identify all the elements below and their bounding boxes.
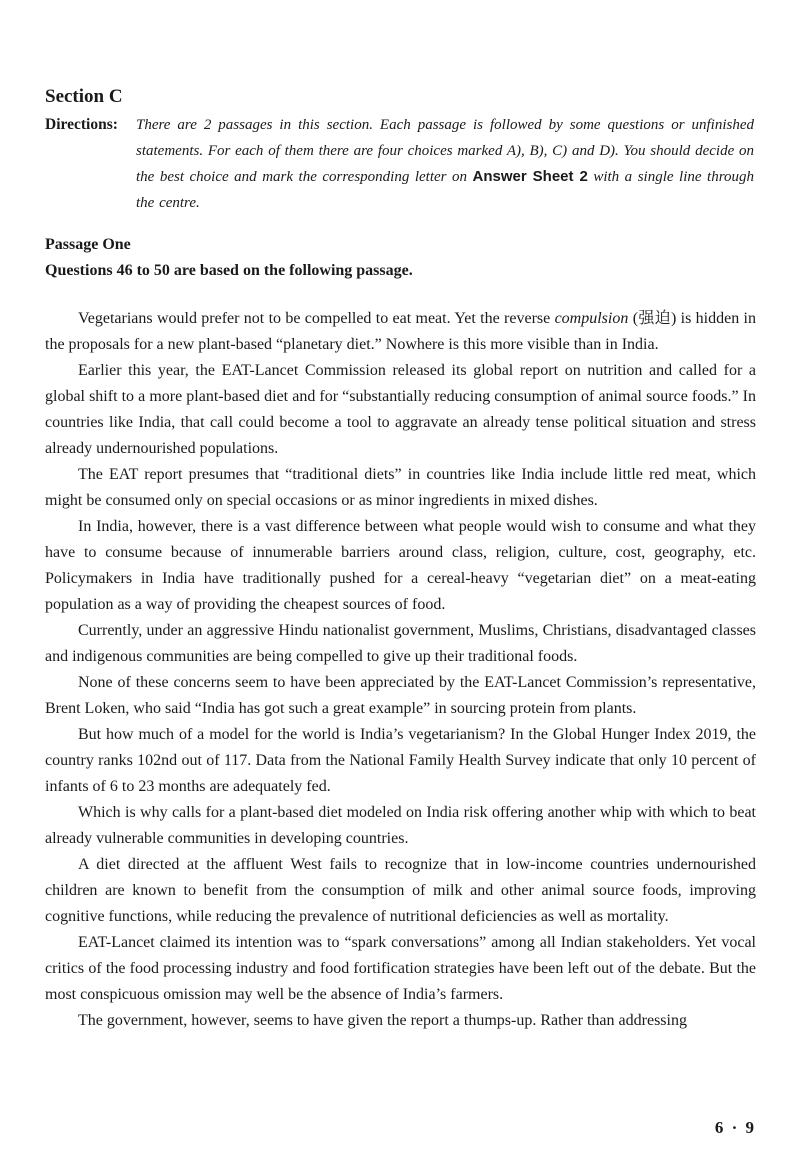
section-title: Section C [45, 86, 123, 107]
directions-text [136, 112, 756, 216]
compulsion-term: compulsion [554, 310, 629, 327]
page-number: 6 · 9 [714, 1118, 756, 1137]
chinese-gloss: (强迫) [628, 310, 681, 327]
paragraph-10: EAT-Lancet claimed its intention was to “spark conversations” among all Indian stakeholders. Yet vocal critics of the food processing industry and food fortification strategies have been left out of the debate. But the most conspicuous omission may well be the absence of India’s farmers. [45, 934, 756, 1003]
paragraph-6: None of these concerns seem to have been appreciated by the EAT-Lancet Commission’s representative, Brent Loken, who said “India has got such a great example” in sourcing protein from plants. [45, 674, 756, 717]
passage-title: Passage One [45, 236, 131, 253]
paragraph-7: But how much of a model for the world is India’s vegetarianism? In the Global Hunger Index 2019, the country ranks 102nd out of 117. Data from the National Family Health Survey indicate that only 10 percent of infants of 6 to 23 months are adequately fed. [45, 726, 756, 795]
paragraph-5: Currently, under an aggressive Hindu nationalist government, Muslims, Christians, disadvantaged classes and indigenous communities are being compelled to give up their traditional foods. [45, 622, 756, 665]
directions-text-part-1: There are 2 passages in this section. Each passage is followed by some questions or unfinished statements. For each of them there are four choices marked A), B), C) and D). You should decide on the best choice and mark the corresponding letter on [136, 117, 754, 185]
passage-subtitle: Questions 46 to 50 are based on the following passage. [45, 262, 413, 279]
document-page [45, 84, 756, 1034]
directions-label: Directions: [45, 116, 118, 133]
paragraph-8: Which is why calls for a plant-based diet modeled on India risk offering another whip with which to beat already vulnerable communities in developing countries. [45, 804, 756, 847]
paragraph-3: The EAT report presumes that “traditional diets” in countries like India include little red meat, which might be consumed only on special occasions or as minor ingredients in mixed dishes. [45, 466, 756, 509]
directions [45, 112, 756, 216]
paragraph-1: Vegetarians would prefer not to be compelled to eat meat. Yet the reverse compulsion (强迫) is hidden in the proposals for a new plant-based “planetary diet.” Nowhere is this more visible than in India. [45, 310, 756, 353]
paragraph-4: In India, however, there is a vast difference between what people would wish to consume and what they have to consume because of innumerable barriers around class, religion, culture, cost, geography, etc. Policymakers in India have traditionally pushed for a cereal-heavy “vegetarian diet” on a meat-eating population as a way of providing the cheapest sources of food. [45, 518, 756, 613]
paragraph-11: The government, however, seems to have given the report a thumps-up. Rather than addressing [78, 1012, 687, 1029]
paragraph-2: Earlier this year, the EAT-Lancet Commission released its global report on nutrition and called for a global shift to a more plant-based diet and for “substantially reducing consumption of animal source foods.” In countries like India, that call could become a tool to aggravate an already tense political situation and stress already undernourished populations. [45, 362, 756, 457]
paragraph-9: A diet directed at the affluent West fails to recognize that in low-income countries undernourished children are known to benefit from the consumption of milk and other animal source foods, improving cognitive functions, while reducing the prevalence of nutritional deficiencies as well as mortality. [45, 856, 756, 925]
answer-sheet-label: Answer Sheet 2 [472, 168, 588, 185]
directions-text-part-2: with a single line through the centre. [136, 169, 754, 211]
